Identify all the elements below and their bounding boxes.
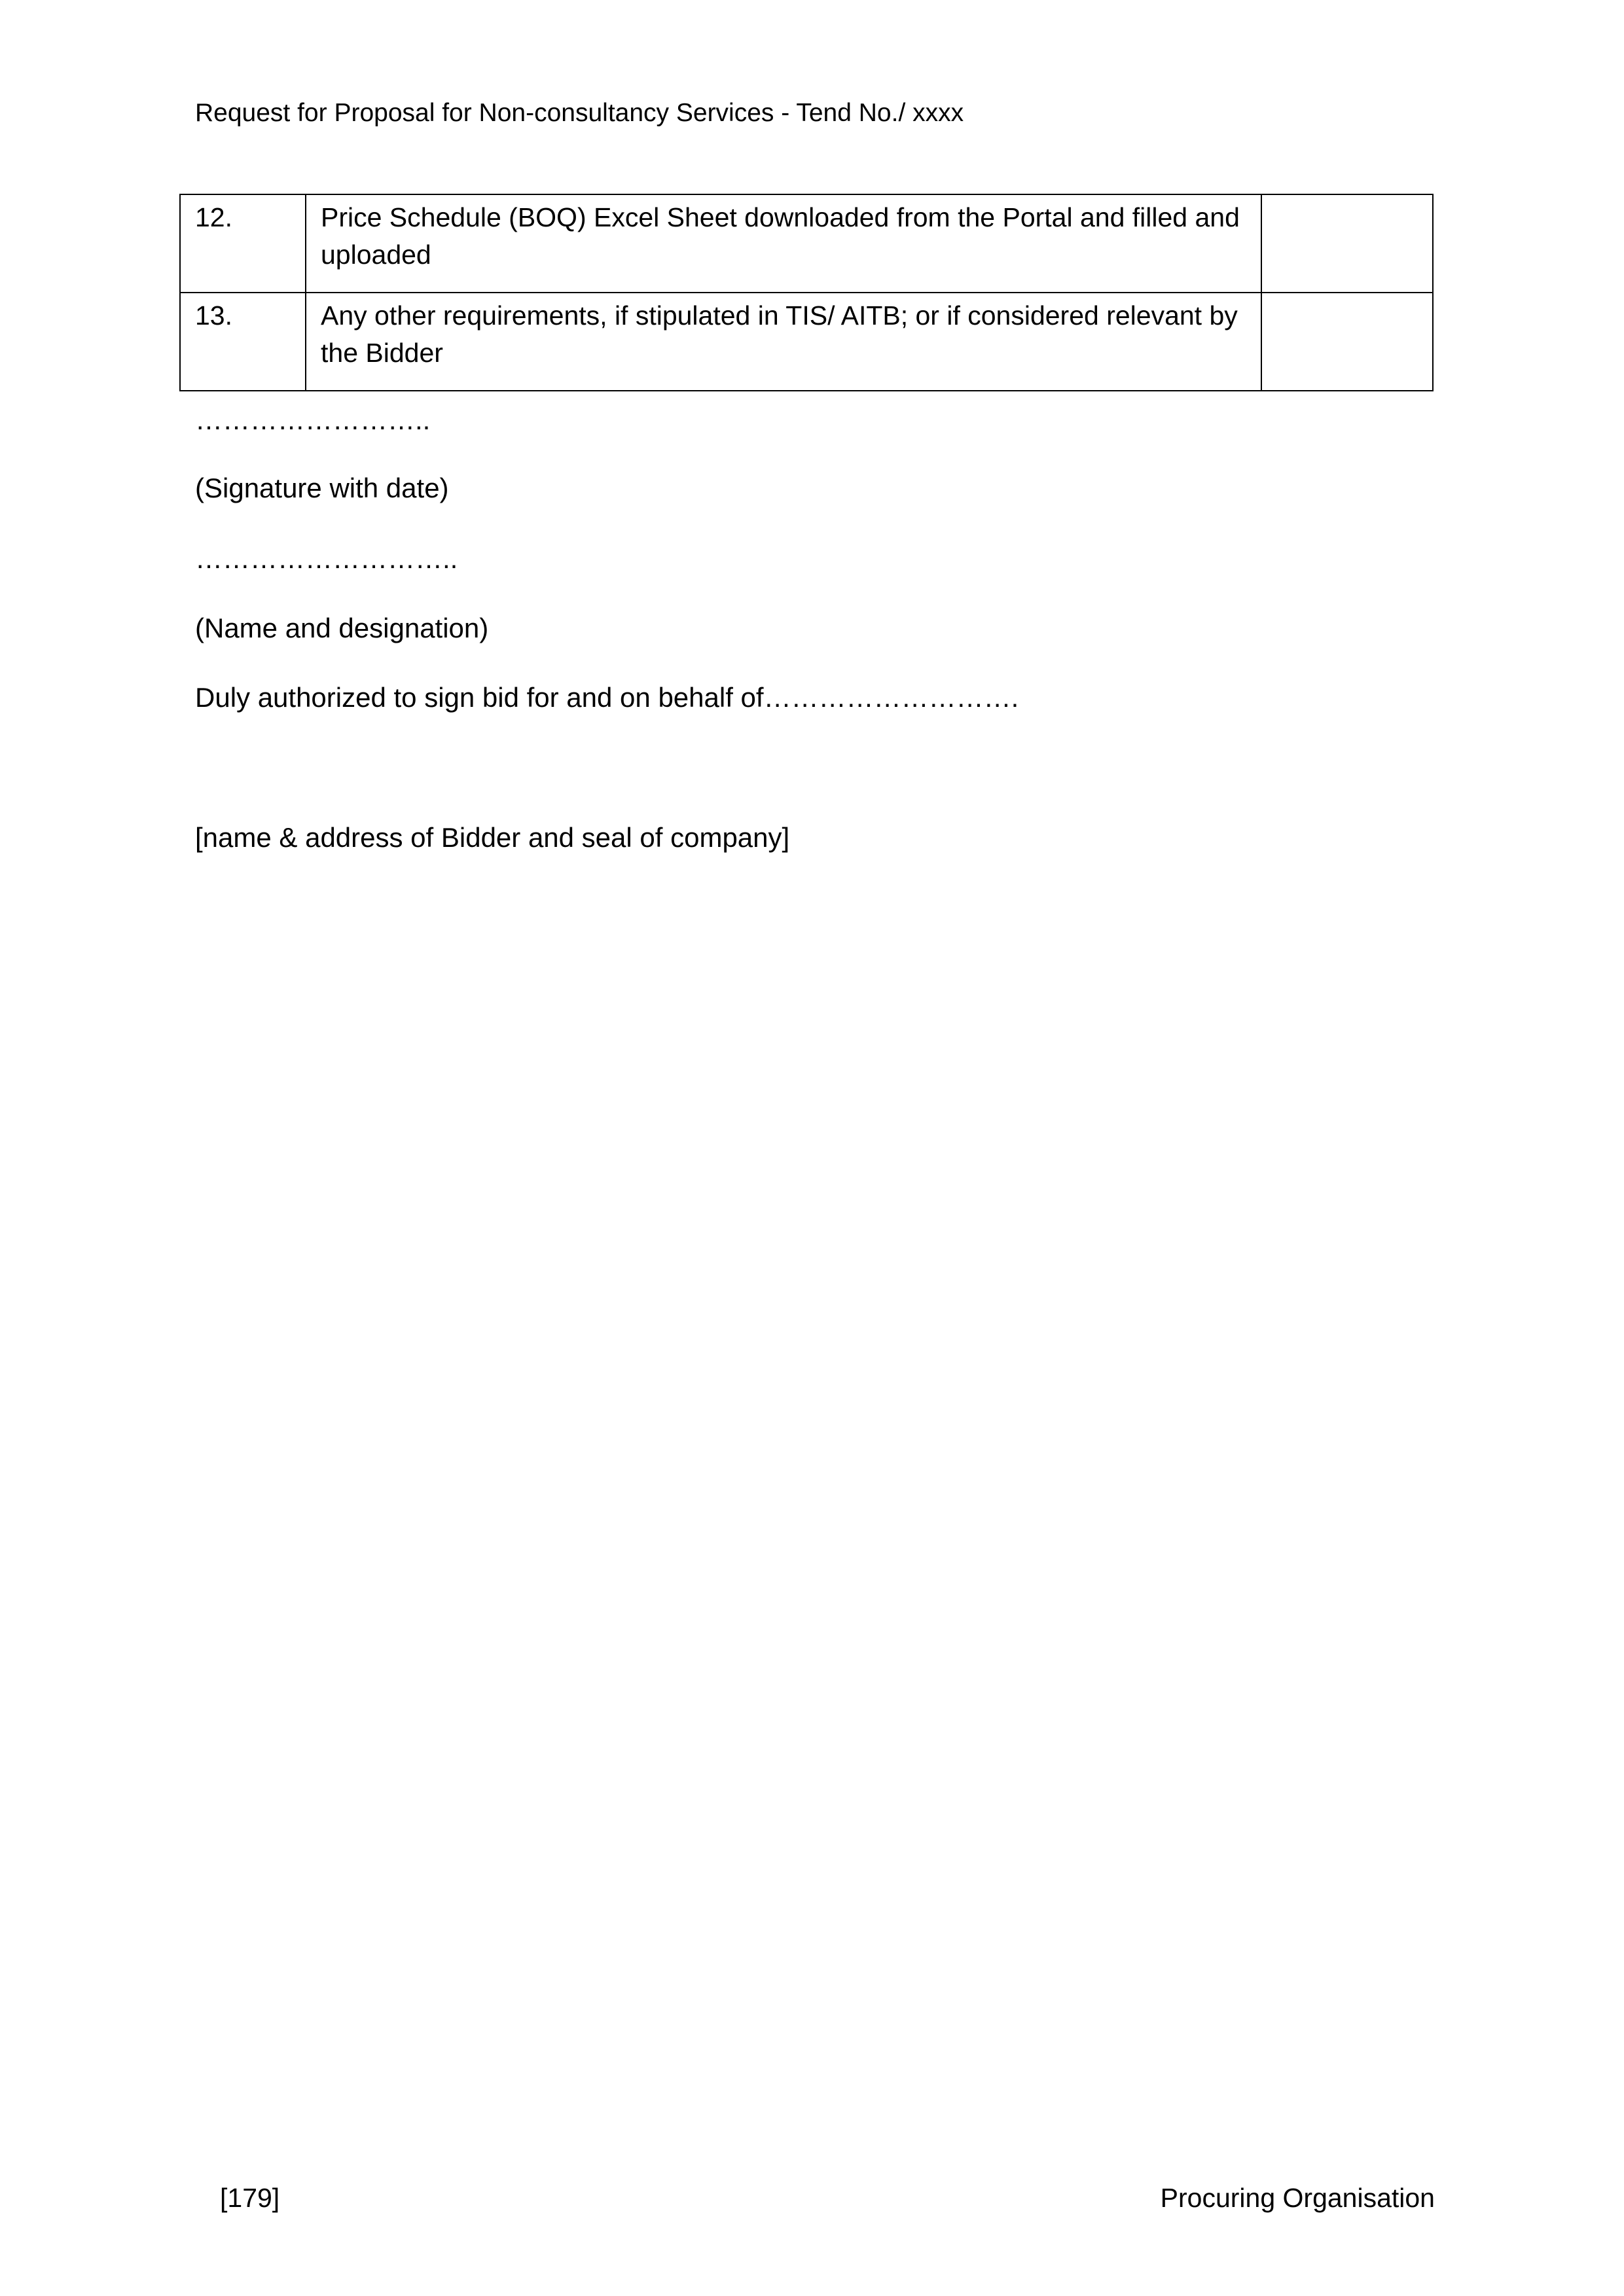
page-header-title: Request for Proposal for Non-consultancy Services - Tend No./ xxxx <box>195 99 964 127</box>
row-mark-cell <box>1261 293 1433 391</box>
row-number: 12. <box>180 194 306 293</box>
signature-dotted-line: …………………….. <box>195 404 431 435</box>
row-mark-cell <box>1261 194 1433 293</box>
name-dotted-line: ……………………….. <box>195 543 458 574</box>
checklist-table <box>179 194 1434 391</box>
row-description: Price Schedule (BOQ) Excel Sheet downloaded from the Portal and filled and uploaded <box>306 194 1261 293</box>
name-designation-label: (Name and designation) <box>195 613 489 643</box>
row-description: Any other requirements, if stipulated in TIS/ AITB; or if considered relevant by the Bidder <box>306 293 1261 391</box>
bidder-name-address-label: [name & address of Bidder and seal of company] <box>195 822 790 853</box>
table-row <box>180 194 1433 293</box>
table-row <box>180 293 1433 391</box>
row-number: 13. <box>180 293 306 391</box>
page-number: [179] <box>220 2183 280 2213</box>
authorization-statement: Duly authorized to sign bid for and on behalf of………………………. <box>195 682 1019 713</box>
signature-label: (Signature with date) <box>195 473 449 503</box>
footer-organisation: Procuring Organisation <box>1160 2183 1435 2213</box>
